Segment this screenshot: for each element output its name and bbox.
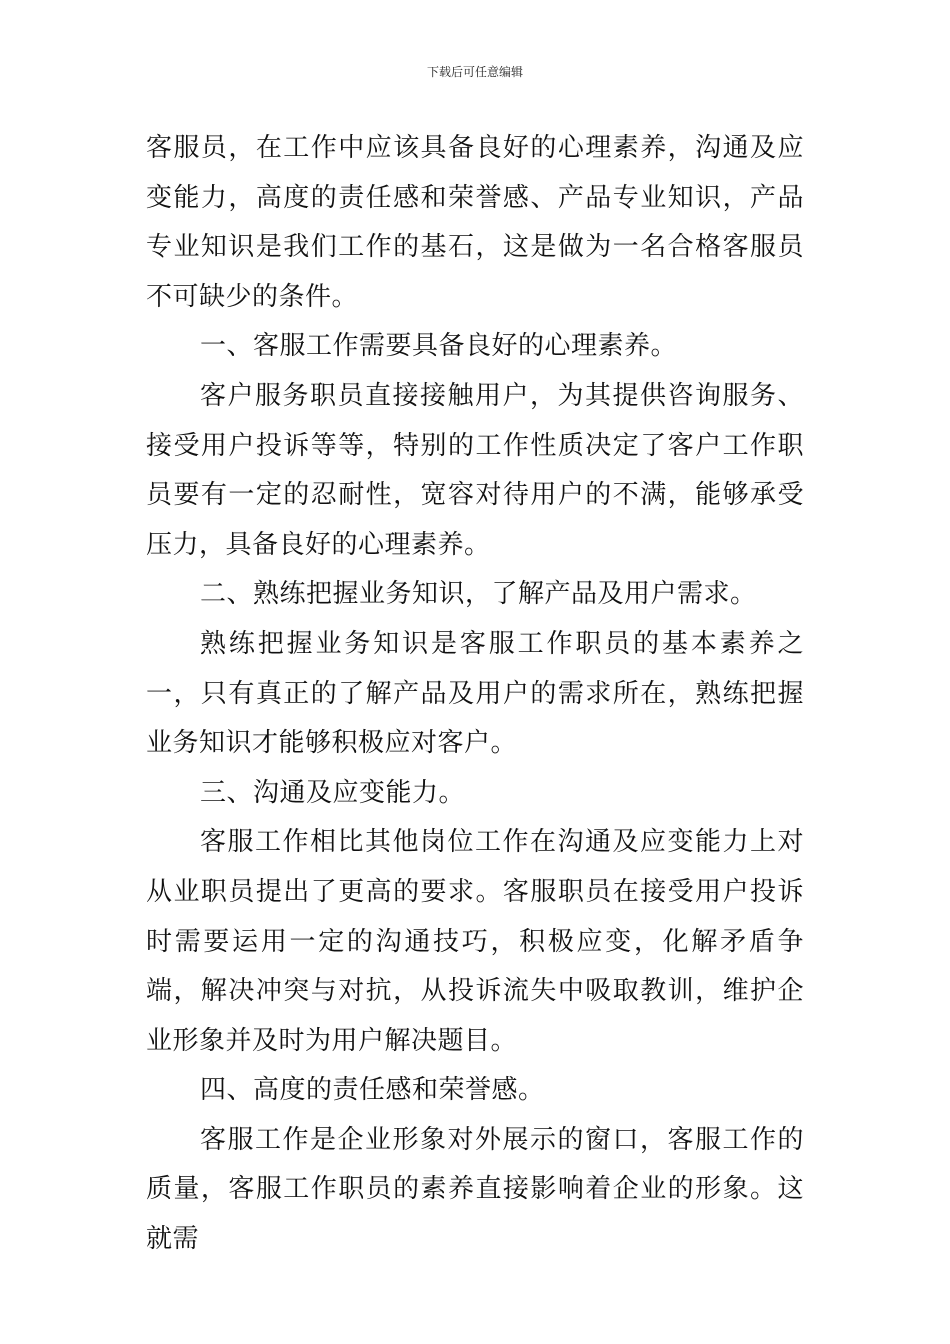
paragraph-1: 客户服务职员直接接触用户，为其提供咨询服务、接受用户投诉等等，特别的工作性质决定了客户工作职员要有一定的忍耐性，宽容对待用户的不满，能够承受压力，具备良好的心理素养。 [146, 380, 804, 560]
paragraph-4: 客服工作是企业形象对外展示的窗口，客服工作的质量，客服工作职员的素养直接影响着企业的形象。这就需 [146, 1124, 804, 1255]
paragraph-3: 客服工作相比其他岗位工作在沟通及应变能力上对从业职员提出了更高的要求。客服职员在接受用户投诉时需要运用一定的沟通技巧，积极应变，化解矛盾争端，解决冲突与对抗，从投诉流失中吸取教训，维护企业形象并及时为用户解决题目。 [146, 827, 804, 1056]
paragraph-2: 熟练把握业务知识是客服工作职员的基本素养之一，只有真正的了解产品及用户的需求所在，熟练把握业务知识才能够积极应对客户。 [146, 628, 804, 759]
page-header: 下载后可任意编辑 [426, 65, 523, 79]
paragraph-intro: 客服员，在工作中应该具备良好的心理素养，沟通及应变能力，高度的责任感和荣誉感、产品专业知识，产品专业知识是我们工作的基石，这是做为一名合格客服员不可缺少的条件。 [146, 133, 804, 312]
document-body [146, 124, 804, 1265]
section-heading-2: 二、熟练把握业务知识，了解产品及用户需求。 [200, 579, 757, 610]
section-heading-3: 三、沟通及应变能力。 [200, 777, 466, 808]
section-heading-1: 一、客服工作需要具备良好的心理素养。 [200, 331, 678, 362]
section-heading-4: 四、高度的责任感和荣誉感。 [200, 1075, 545, 1106]
